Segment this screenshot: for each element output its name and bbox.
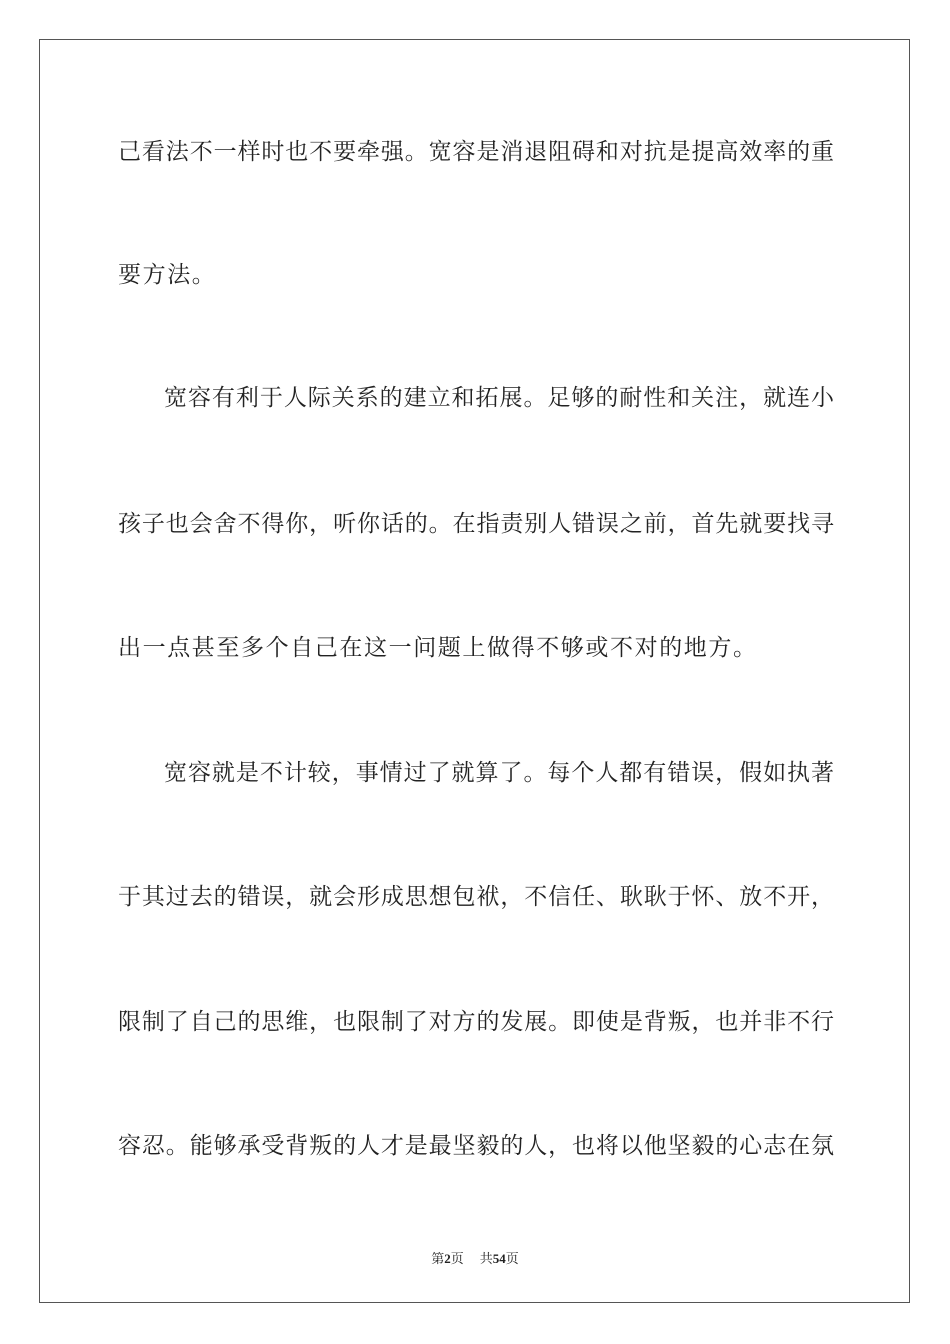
body-line-5: 出一点甚至多个自己在这一问题上做得不够或不对的地方。 (118, 635, 758, 661)
body-line-2: 要方法。 (118, 262, 217, 288)
total-suffix: 页 (505, 1252, 519, 1267)
page-number: 2 (444, 1251, 451, 1266)
body-line-6: 宽容就是不计较，事情过了就算了。每个人都有错误，假如执著 (164, 760, 834, 786)
body-line-1: 己看法不一样时也不要牵强。宽容是消退阻碍和对抗是提高效率的重 (118, 139, 834, 165)
page-footer (0, 1250, 950, 1269)
body-line-9: 容忍。能够承受背叛的人才是最坚毅的人，也将以他坚毅的心志在氛 (118, 1133, 834, 1159)
page-border (39, 39, 910, 1303)
body-line-3: 宽容有利于人际关系的建立和拓展。足够的耐性和关注，就连小 (164, 385, 834, 411)
body-line-4: 孩子也会舍不得你，听你话的。在指责别人错误之前，首先就要找寻 (118, 511, 834, 537)
page-prefix: 第 (431, 1252, 445, 1267)
page-suffix: 页 (450, 1252, 464, 1267)
body-line-8: 限制了自己的思维，也限制了对方的发展。即使是背叛，也并非不行 (118, 1009, 834, 1035)
body-line-7: 于其过去的错误，就会形成思想包袱，不信任、耿耿于怀、放不开， (118, 884, 834, 910)
total-pages: 54 (492, 1251, 506, 1266)
total-prefix: 共 (479, 1252, 493, 1267)
